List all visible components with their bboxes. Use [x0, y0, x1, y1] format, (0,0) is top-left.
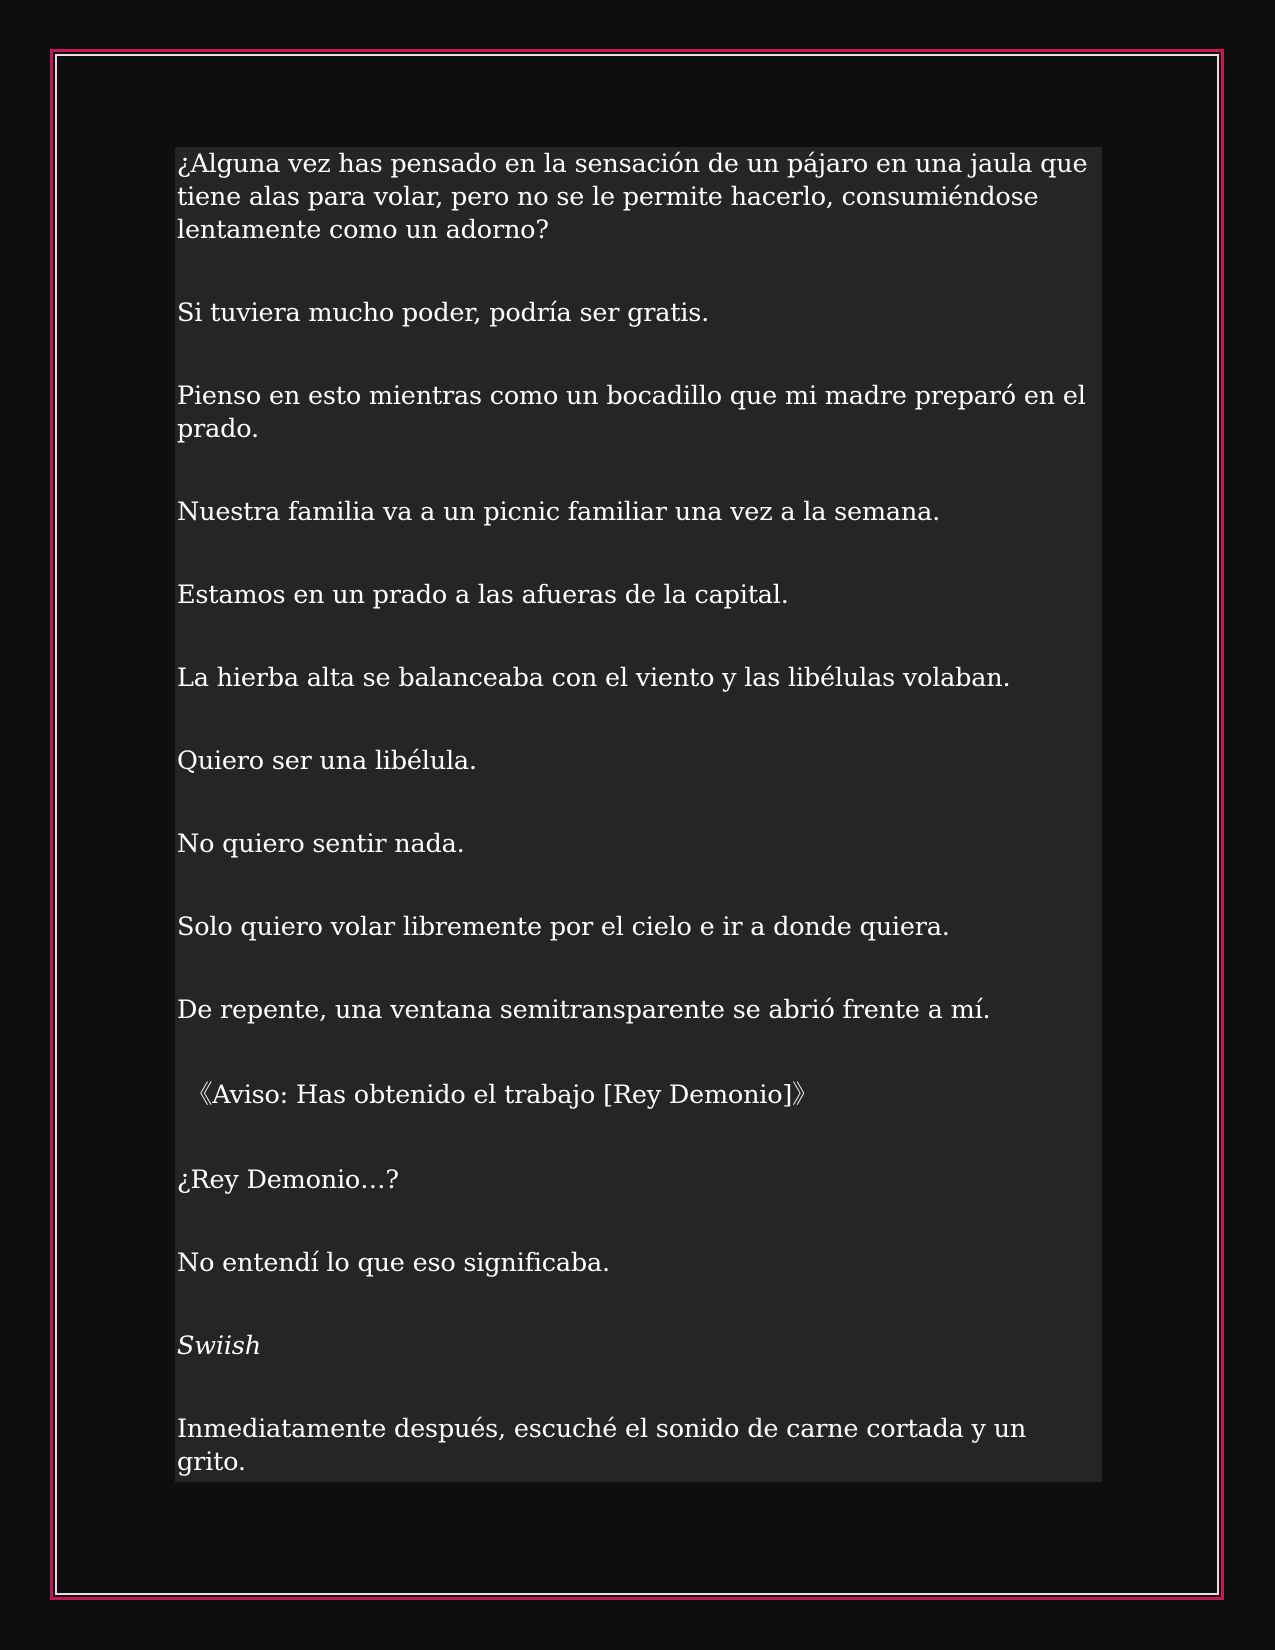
paragraph-demon-king-question: ¿Rey Demonio…?: [177, 1165, 399, 1195]
paragraph-window: De repente, una ventana semitransparente se abrió frente a mí.: [177, 995, 991, 1025]
paragraph-meadow: Estamos en un prado a las afueras de la capital.: [177, 580, 789, 610]
paragraph-sandwich: Pienso en esto mientras como un bocadillo que mi madre preparó en el prado.: [177, 381, 1086, 444]
paragraph-caged-bird: ¿Alguna vez has pensado en la sensación de un pájaro en una jaula que tiene alas para volar, pero no se le permite hacerlo, consumiéndose lentamente como un adorno?: [177, 149, 1088, 245]
system-notice: 《Aviso: Has obtenido el trabajo [Rey Demonio]》: [187, 1080, 818, 1110]
sound-effect-swiish: Swiish: [177, 1331, 261, 1361]
paragraph-feel-nothing: No quiero sentir nada.: [177, 829, 465, 859]
paragraph-dragonfly: Quiero ser una libélula.: [177, 746, 477, 776]
paragraph-grass: La hierba alta se balanceaba con el viento y las libélulas volaban.: [177, 663, 1011, 693]
paragraph-not-understood: No entendí lo que eso significaba.: [177, 1248, 610, 1278]
paragraph-power: Si tuviera mucho poder, podría ser gratis.: [177, 298, 710, 328]
story-text-panel: [175, 147, 1102, 1482]
paragraph-scream: Inmediatamente después, escuché el sonido de carne cortada y un grito.: [177, 1414, 1027, 1477]
paragraph-picnic: Nuestra familia va a un picnic familiar una vez a la semana.: [177, 497, 940, 527]
paragraph-fly-free: Solo quiero volar libremente por el cielo e ir a donde quiera.: [177, 912, 950, 942]
